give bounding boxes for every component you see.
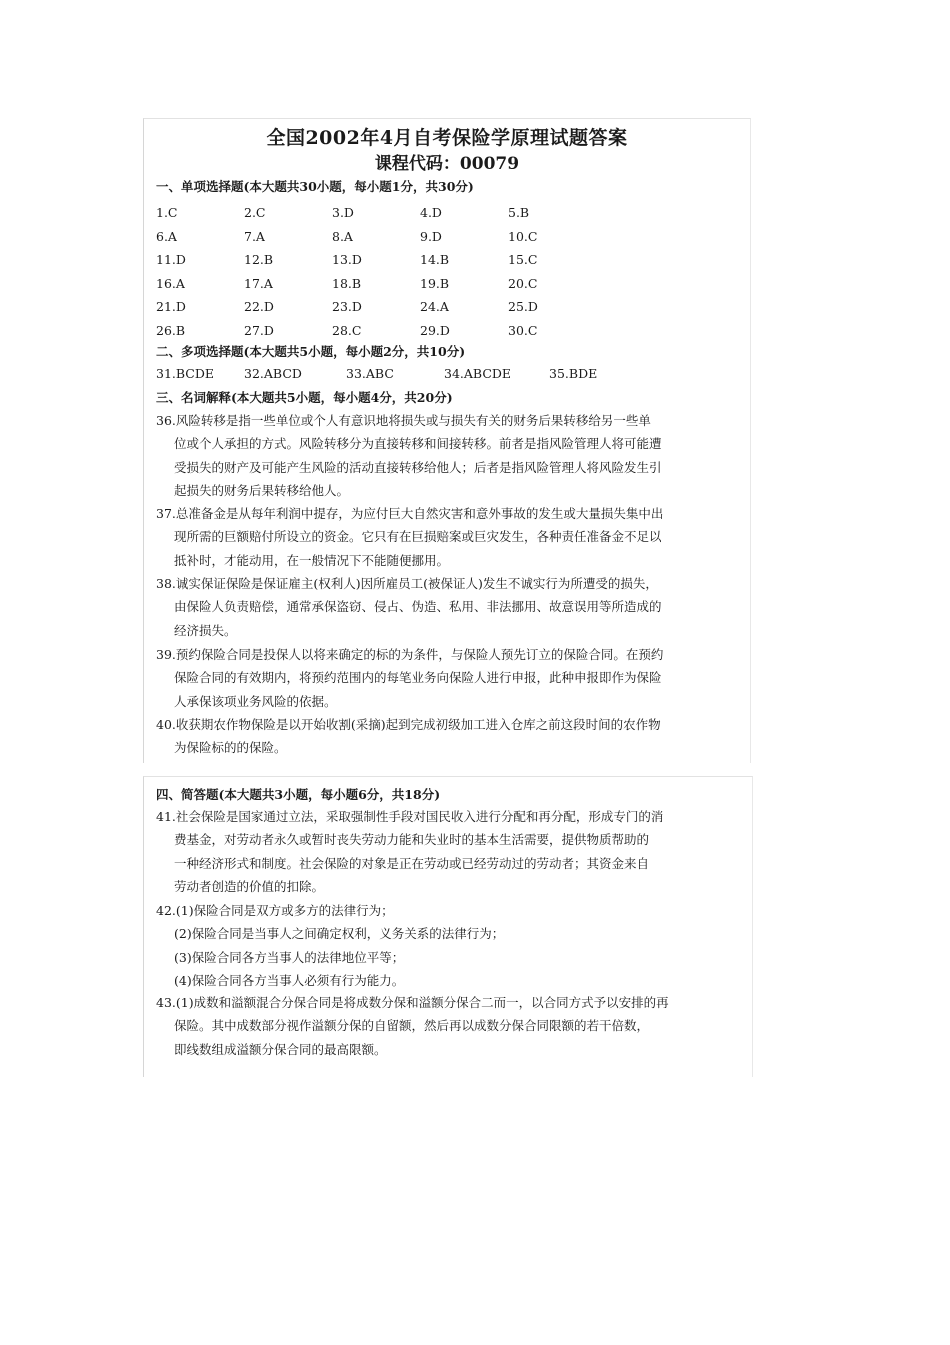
single-choice-answer-grid — [156, 201, 596, 342]
answer-cell: 21.D — [156, 299, 186, 315]
answer-cell: 28.C — [332, 322, 362, 338]
answer-cell: 34.ABCDE — [444, 366, 512, 381]
answer-cell: 4.D — [420, 205, 442, 221]
answer-cell: 11.D — [156, 252, 186, 268]
scan-page-2 — [143, 776, 753, 1077]
text-line: 即线数组成溢额分保合同的最高限额。 — [174, 1041, 387, 1057]
answer-cell: 25.D — [508, 299, 538, 315]
section3-heading: 三、名词解释(本大题共5小题，每小题4分，共20分) — [156, 390, 453, 405]
scan-page-1 — [143, 118, 751, 763]
short-answer-43 — [156, 991, 736, 1061]
answer-cell: 32.ABCD — [244, 366, 302, 381]
text-line: 一种经济形式和制度。社会保险的对象是正在劳动或已经劳动过的劳动者；其资金来自 — [174, 855, 650, 871]
text-line: 位或个人承担的方式。风险转移分为直接转移和间接转移。前者是指风险管理人将可能遭 — [174, 436, 662, 452]
answer-cell: 29.D — [420, 322, 450, 338]
text-line: 费基金，对劳动者永久或暂时丧失劳动力能和失业时的基本生活需要，提供物质帮助的 — [174, 832, 650, 848]
short-answer-41 — [156, 805, 736, 898]
text-line: 劳动者创造的价值的扣除。 — [174, 878, 325, 894]
answer-cell: 27.D — [244, 322, 274, 338]
term-definition-39 — [156, 643, 736, 713]
answer-cell: 12.B — [244, 252, 274, 268]
section2-heading: 二、多项选择题(本大题共5小题，每小题2分，共10分) — [156, 344, 466, 359]
answer-cell: 35.BDE — [549, 366, 598, 381]
answer-cell: 13.D — [332, 252, 362, 268]
text-line: 38.诚实保证保险是保证雇主(权利人)因所雇员工(被保证人)发生不诚实行为所遭受的损失， — [156, 576, 658, 591]
answer-row — [156, 201, 596, 225]
answer-cell: 15.C — [508, 252, 538, 268]
section1-heading: 一、单项选择题(本大题共30小题，每小题1分，共30分) — [156, 179, 474, 194]
answer-cell: 30.C — [508, 322, 538, 338]
answer-cell: 16.A — [156, 275, 185, 291]
document-title: 全国2002年4月自考保险学原理试题答案 — [266, 127, 628, 149]
answer-row — [156, 295, 596, 319]
answer-cell: 18.B — [332, 275, 362, 291]
answer-cell: 22.D — [244, 299, 274, 315]
answer-cell: 7.A — [244, 228, 265, 244]
answer-row — [156, 319, 596, 343]
answer-cell: 1.C — [156, 205, 178, 221]
answer-cell: 26.B — [156, 322, 186, 338]
answer-row — [156, 272, 596, 296]
answer-cell: 6.A — [156, 228, 177, 244]
answer-cell: 33.ABC — [346, 366, 394, 381]
text-line: 42.(1)保险合同是双方或多方的法律行为； — [156, 903, 394, 918]
answer-row — [156, 248, 596, 272]
answer-cell: 9.D — [420, 228, 442, 244]
text-line: 39.预约保险合同是投保人以将来确定的标的为条件，与保险人预先订立的保险合同。在预约 — [156, 647, 664, 662]
text-line: 40.收获期农作物保险是以开始收割(采摘)起到完成初级加工进入仓库之前这段时间的农作物 — [156, 717, 661, 732]
text-line: 现所需的巨额赔付所设立的资金。它只有在巨损赔案或巨灾发生，各种责任准备金不足以 — [174, 529, 662, 545]
text-line: (2)保险合同是当事人之间确定权利，义务关系的法律行为； — [174, 926, 505, 942]
answer-cell: 10.C — [508, 228, 538, 244]
text-line: 保险合同的有效期内，将预约范围内的每笔业务向保险人进行申报，此种申报即作为保险 — [174, 670, 662, 686]
term-definition-37 — [156, 502, 736, 572]
text-line: 为保险标的的保险。 — [174, 740, 287, 756]
answer-cell: 19.B — [420, 275, 450, 291]
answer-cell: 23.D — [332, 299, 362, 315]
text-line: 起损失的财务后果转移给他人。 — [174, 482, 350, 498]
answer-cell: 3.D — [332, 205, 354, 221]
text-line: (4)保险合同各方当事人必须有行为能力。 — [174, 972, 405, 988]
term-definition-38 — [156, 572, 736, 642]
answer-cell: 2.C — [244, 205, 266, 221]
text-line: 43.(1)成数和溢额混合分保合同是将成数分保和溢额分保合二而一，以合同方式予以安排的再 — [156, 995, 669, 1010]
text-line: 37.总准备金是从每年利润中提存，为应付巨大自然灾害和意外事故的发生或大量损失集中出 — [156, 506, 664, 521]
text-line: (3)保险合同各方当事人的法律地位平等； — [174, 949, 405, 965]
text-line: 抵补时，才能动用，在一般情况下不能随便挪用。 — [174, 552, 450, 568]
short-answer-42 — [156, 899, 736, 992]
section4-heading: 四、简答题(本大题共3小题，每小题6分，共18分) — [156, 787, 441, 802]
answer-row — [156, 225, 596, 249]
term-definition-36 — [156, 409, 736, 502]
answer-cell: 17.A — [244, 275, 273, 291]
text-line: 36.风险转移是指一些单位或个人有意识地将损失或与损失有关的财务后果转移给另一些单 — [156, 413, 651, 428]
text-line: 由保险人负责赔偿，通常承保盗窃、侵占、伪造、私用、非法挪用、故意误用等所造成的 — [174, 599, 662, 615]
answer-cell: 20.C — [508, 275, 538, 291]
term-definition-40 — [156, 713, 736, 760]
answer-cell: 5.B — [508, 205, 530, 221]
answer-cell: 8.A — [332, 228, 353, 244]
answer-cell: 14.B — [420, 252, 450, 268]
answer-cell: 31.BCDE — [156, 366, 215, 381]
course-code: 课程代码：00079 — [374, 154, 520, 174]
text-line: 受损失的财产及可能产生风险的活动直接转移给他人；后者是指风险管理人将风险发生引 — [174, 459, 662, 475]
text-line: 41.社会保险是国家通过立法，采取强制性手段对国民收入进行分配和再分配，形成专门的消 — [156, 809, 664, 824]
answer-cell: 24.A — [420, 299, 449, 315]
text-line: 经济损失。 — [174, 622, 237, 638]
multi-choice-answers — [156, 366, 629, 381]
text-line: 保险。其中成数部分视作溢额分保的自留额，然后再以成数分保合同限额的若干倍数， — [174, 1018, 650, 1034]
text-line: 人承保该项业务风险的依据。 — [174, 693, 337, 709]
